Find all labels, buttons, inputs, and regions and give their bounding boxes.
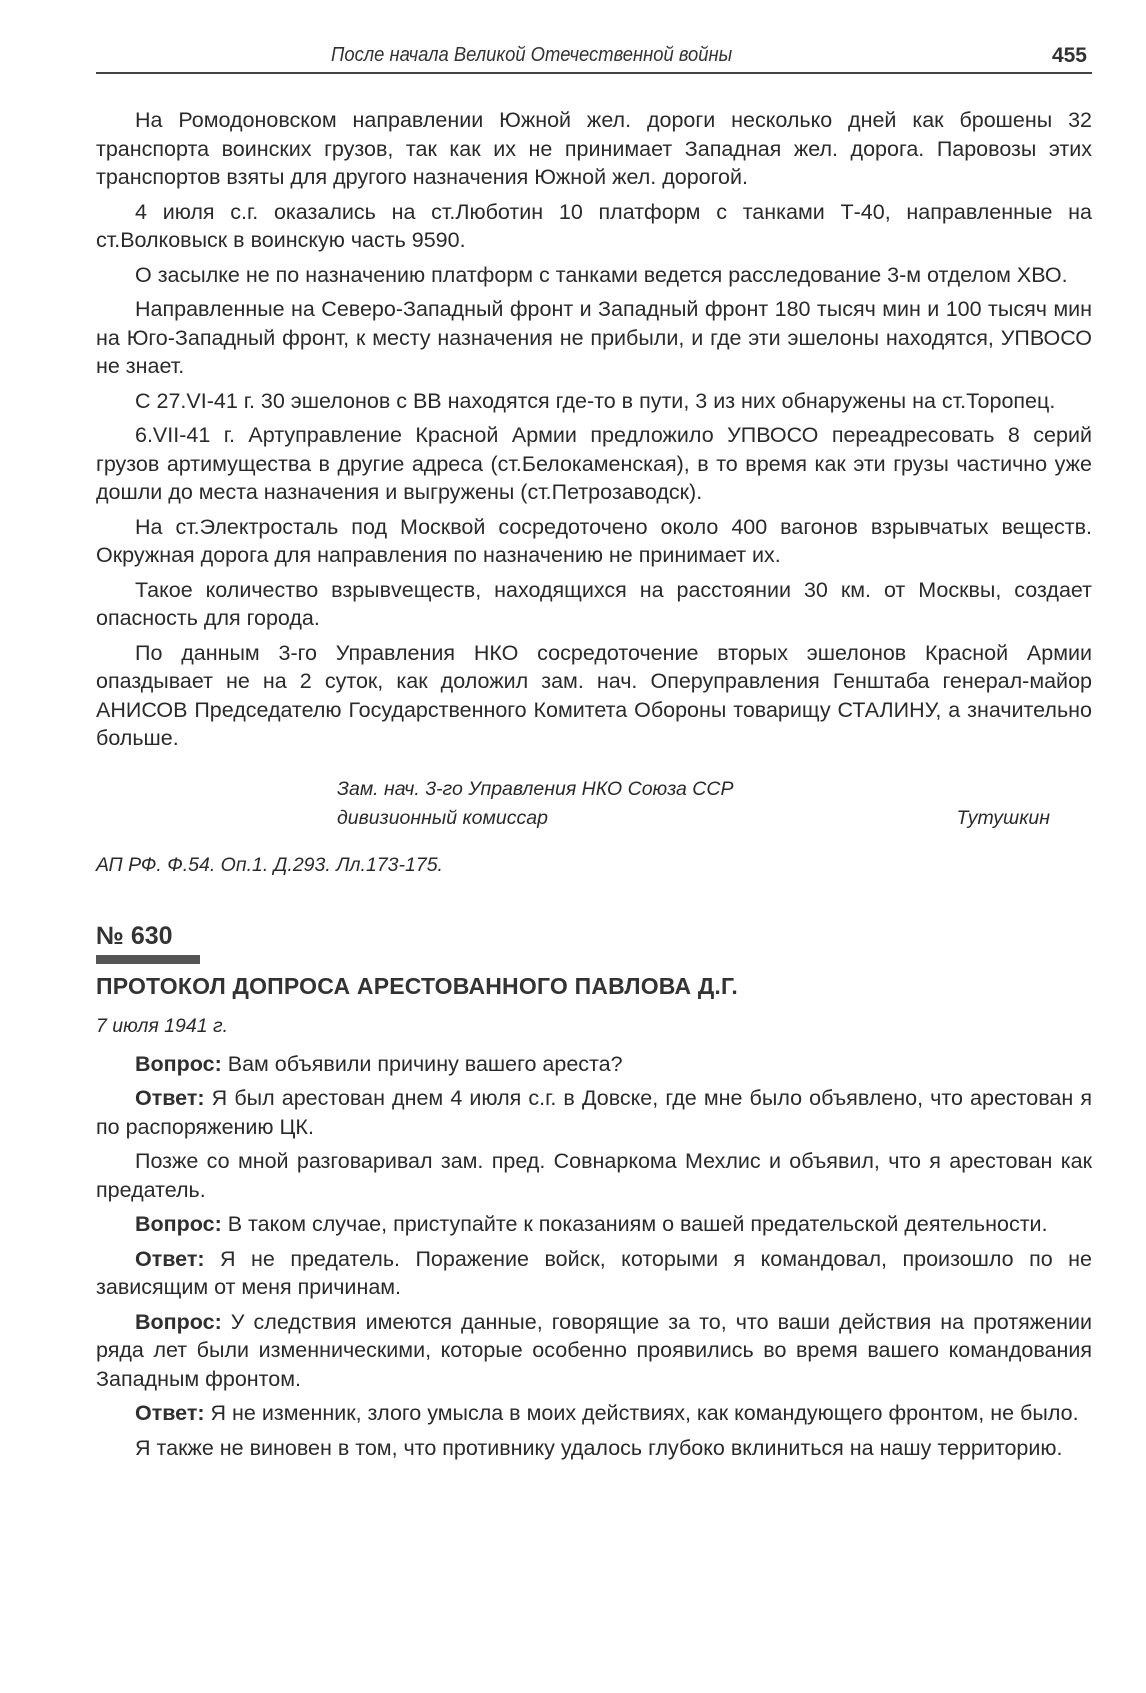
- entry-label: Вопрос:: [135, 1051, 222, 1076]
- document-date: 7 июля 1941 г.: [96, 1014, 229, 1037]
- interrogation-entry: [96, 1399, 1092, 1428]
- signatory-position-line1: Зам. нач. 3-го Управления НКО Союза ССР: [337, 777, 734, 800]
- document-title: ПРОТОКОЛ ДОПРОСА АРЕСТОВАННОГО ПАВЛОВА Д.Г.: [96, 972, 738, 999]
- page-number: 455: [1051, 44, 1087, 67]
- interrogation-entry: [96, 1084, 1092, 1141]
- paragraph: 4 июля с.г. оказались на ст.Люботин 10 платформ с танками Т-40, направленные на ст.Волковыск в воинскую часть 9590.: [96, 199, 1092, 252]
- entry-label: Ответ:: [135, 1086, 205, 1110]
- paragraph: 6.VII-41 г. Артуправление Красной Армии предложило УПВОСО переадресовать 8 серий грузов артимущества в другие адреса (ст.Белокаменская), в то время как эти грузы частично уже дошли до места назначения и выгружены (ст.Петрозаводск).: [96, 423, 1092, 504]
- entry-label: Вопрос:: [135, 1212, 222, 1236]
- signatory-position-line2: дивизионный комиссар: [337, 806, 548, 829]
- entry-text: В таком случае, приступайте к показаниям о вашей предательской деятельности.: [221, 1212, 1048, 1236]
- signature-block: [96, 775, 1092, 837]
- interrogation-entry: [96, 1147, 1092, 1204]
- entry-text: Я также не виновен в том, что противнику удалось глубоко вклиниться на нашу территорию.: [135, 1435, 1063, 1460]
- paragraph: На ст.Электросталь под Москвой сосредоточено около 400 вагонов взрывчатых веществ. Окружная дорога для направления по назначению не принимает их.: [96, 514, 1092, 567]
- entry-label: Вопрос:: [135, 1309, 222, 1334]
- signatory-name: Тутушкин: [956, 806, 1050, 829]
- entry-text: Я не изменник, злого умысла в моих действиях, как командующего фронтом, не было.: [204, 1401, 1079, 1425]
- paragraph: По данным 3-го Управления НКО сосредоточение вторых эшелонов Красной Армии опаздывает не на 2 суток, как доложил зам. нач. Оперуправления Генштаба генерал-майор АНИСОВ Председателю Государственного Комитета Обороны товарищу СТАЛИНУ, а значительно больше.: [96, 640, 1092, 750]
- header-rule: [96, 72, 1092, 74]
- report-section: [96, 106, 1092, 879]
- archive-reference: АП РФ. Ф.54. Оп.1. Д.293. Лл.173-175.: [96, 853, 443, 876]
- paragraph: Направленные на Северо-Западный фронт и Западный фронт 180 тысяч мин и 100 тысяч мин на Юго-Западный фронт, к месту назначения не прибыли, и где эти эшелоны находятся, УПВОСО не знает.: [96, 297, 1092, 378]
- signatory-position: [337, 775, 733, 833]
- interrogation-entry: [96, 1050, 1092, 1079]
- document-number: № 630: [96, 921, 173, 950]
- entry-label: Ответ:: [135, 1246, 205, 1271]
- interrogation-entry: [96, 1245, 1092, 1302]
- body-text: [96, 106, 1092, 1468]
- document-section: [96, 921, 1092, 1463]
- interrogation-entry: [96, 1434, 1092, 1463]
- paragraph: С 27.VI-41 г. 30 эшелонов с ВВ находятся где-то в пути, 3 из них обнаружены на ст.Торопец.: [135, 388, 1056, 413]
- entry-label: Ответ:: [135, 1401, 205, 1425]
- paragraph: О засылке не по назначению платформ с танками ведется расследование 3-м отделом ХВО.: [135, 262, 1068, 287]
- paragraph: На Ромодоновском направлении Южной жел. дороги несколько дней как брошены 32 транспорта воинских грузов, так как их не принимает Западная жел. дорога. Паровозы этих транспортов взяты для другого назначения Южной жел. дорогой.: [96, 108, 1092, 189]
- interrogation-entry: [96, 1308, 1092, 1394]
- entry-text: Вам объявили причину вашего ареста?: [221, 1051, 623, 1076]
- entry-text: Я не предатель. Поражение войск, которыми я командовал, произошло по не зависящим от меня причинам.: [96, 1246, 1092, 1299]
- document-number-bar: [96, 955, 200, 964]
- entry-text: Позже со мной разговаривал зам. пред. Совнаркома Мехлис и объявил, что я арестован как предатель.: [96, 1149, 1092, 1202]
- entry-text: Я был арестован днем 4 июля с.г. в Довске, где мне было объявлено, что арестован я по распоряжению ЦК.: [96, 1086, 1092, 1139]
- running-title: После начала Великой Отечественной войны: [331, 44, 733, 66]
- running-header: [96, 40, 1092, 74]
- entry-text: У следствия имеются данные, говорящие за то, что ваши действия на протяжении ряда лет были изменническими, которые особенно проявились во время вашего командования Западным фронтом.: [96, 1309, 1092, 1391]
- paragraph: Такое количество взрывveществ, находящихся на расстоянии 30 км. от Москвы, создает опасность для города.: [96, 577, 1092, 630]
- interrogation-entry: [96, 1210, 1092, 1239]
